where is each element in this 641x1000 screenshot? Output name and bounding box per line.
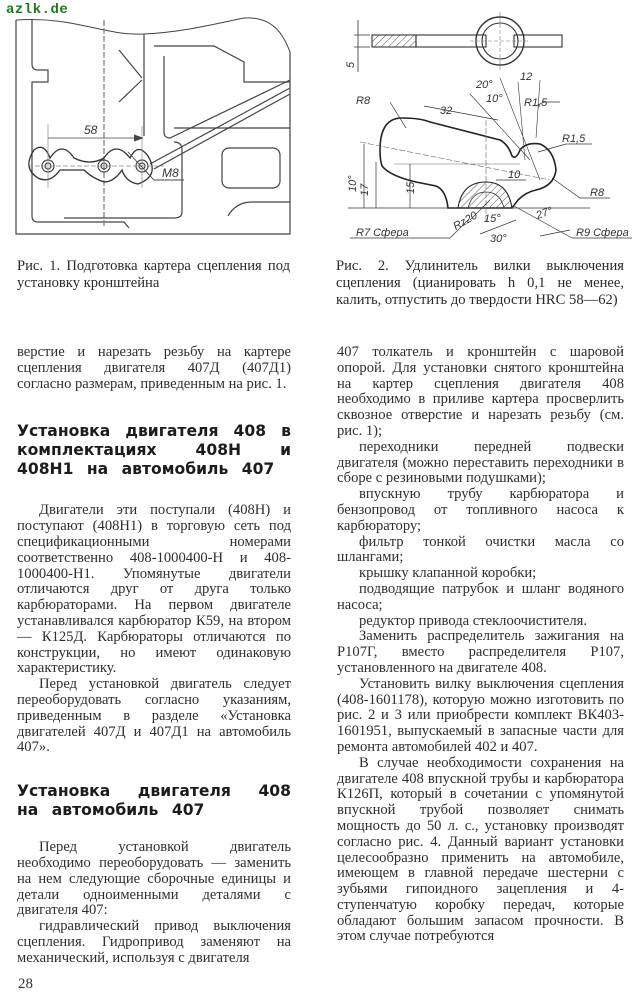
figure-2-caption: Рис. 2. Удлинитель вилки выключения сцепления (цианировать h 0,1 не менее, калить, отпустить до твердости HRC 58—62) — [336, 258, 624, 308]
right-column — [337, 345, 624, 945]
list-item: гидравлический привод выключения сцепления. Гидропривод заменяют на механический, используя с двигателя — [17, 918, 291, 966]
paragraph: Перед установкой двигатель необходимо переоборудовать — заменить на нем следующие сборочные единицы и детали одноименными деталями с двигателя 407: — [17, 839, 291, 919]
paragraph: Заменить распределитель зажигания на Р107Г, вместо распределителя Р107, установленного на двигателе 408. — [337, 628, 624, 676]
figure-1-caption: Рис. 1. Подготовка картера сцепления под установку кронштейна — [17, 258, 290, 291]
paragraph: 407 толкатель и кронштейн с шаровой опорой. Для установки снятого кронштейна на картер сцепления двигателя 408 необходимо в приливе картера просверлить сквозное отверстие и нарезать резьбу (см. рис. 1); — [337, 344, 624, 439]
figure-2-fork-extension-drawing — [340, 10, 632, 242]
svg-text:R8: R8 — [590, 187, 605, 199]
svg-text:10: 10 — [508, 169, 521, 181]
svg-text:20°: 20° — [476, 79, 493, 91]
svg-text:15: 15 — [405, 181, 417, 194]
svg-text:R1,5: R1,5 — [524, 97, 548, 109]
list-item: впускную трубу карбюратора и бензопровод от топливного насоса к карбюратору; — [337, 486, 624, 534]
svg-text:27°: 27° — [534, 204, 555, 222]
watermark: azlk.de — [6, 2, 69, 18]
list-item: крышку клапанной коробки; — [359, 565, 537, 582]
svg-text:R9 Сфера: R9 Сфера — [576, 227, 629, 239]
section-heading-408n: Установка двигателя 408 в комплектациях 408Н и 408Н1 на автомобиль 407 — [17, 422, 291, 479]
paragraph: Установить вилку выключения сцепления (408-1601178), которую можно изготовить по рис. 2 и 3 или приобрести комплект ВК403-1601951, выпускаемый в запасные части для ремонта автомобилей 402 и 407. — [337, 675, 624, 755]
svg-text:10°: 10° — [347, 175, 359, 192]
list-item: фильтр тонкой очистки масла со шлангами; — [337, 533, 624, 566]
list-item: редуктор привода стеклоочистителя. — [359, 612, 587, 629]
section-heading-408-on-407: Установка двигателя 408 на автомобиль 407 — [17, 782, 291, 820]
figure-1-thread-label: M8 — [162, 166, 179, 180]
svg-text:R7 Сфера: R7 Сфера — [356, 227, 409, 239]
svg-text:5: 5 — [345, 61, 357, 68]
figure-1-dim-58: 58 — [84, 123, 98, 137]
svg-text:12: 12 — [520, 71, 533, 83]
list-item: подводящие патрубок и шланг водяного насоса; — [337, 580, 624, 613]
left-column — [17, 345, 291, 967]
svg-text:15°: 15° — [484, 213, 501, 225]
list-item: переходники передней подвески двигателя (можно переставить переходники в сборе с резиновыми подушками); — [337, 438, 624, 487]
svg-text:10°: 10° — [486, 93, 503, 105]
svg-text:30°: 30° — [490, 233, 507, 242]
paragraph: Двигатели эти поступали (408Н) и поступают (408Н1) в торговую сеть под спецификационными номерами соответственно 408-1000400-Н и 408-1000400-Н1. Упомянутые двигатели отличаются друг от друга только карбюраторами. На первом двигателе устанавливался карбюратор К59, на втором — К125Д. Карбюраторы отличаются по конструкции, но имеют одинаковую характеристику. — [17, 502, 291, 677]
figure-1-clutch-housing-drawing — [14, 16, 294, 236]
svg-text:R1,5: R1,5 — [562, 133, 586, 145]
page-number: 28 — [18, 976, 33, 992]
svg-text:32: 32 — [440, 105, 453, 117]
svg-text:Rz20: Rz20 — [451, 209, 480, 233]
paragraph: В случае необходимости сохранения на двигателе 408 впускной трубы и карбюратора К126П, который в сочетании с упомянутой впускной трубой позволяет снимать мощность до 50 л. с., установку производят согласно рис. 4. Данный вариант установки целесообразно применить на автомобиле, имеющем в главной передаче шестерни с зубьями гипоидного зацепления и 4-ступенчатую коробку передач, которые обладают большим запасом прочности. В этом случае потребуются — [337, 754, 624, 945]
paragraph: Перед установкой двигатель следует переоборудовать согласно указаниям, приведенным в разделе «Установка двигателей 407Д и 407Д1 на автомобиль 407». — [17, 676, 291, 756]
paragraph-continued: верстие и нарезать резьбу на картере сцепления двигателя 407Д (407Д1) согласно размерам, приведенным на рис. 1. — [17, 344, 291, 392]
svg-text:R8: R8 — [356, 95, 371, 107]
svg-text:17: 17 — [359, 183, 371, 196]
